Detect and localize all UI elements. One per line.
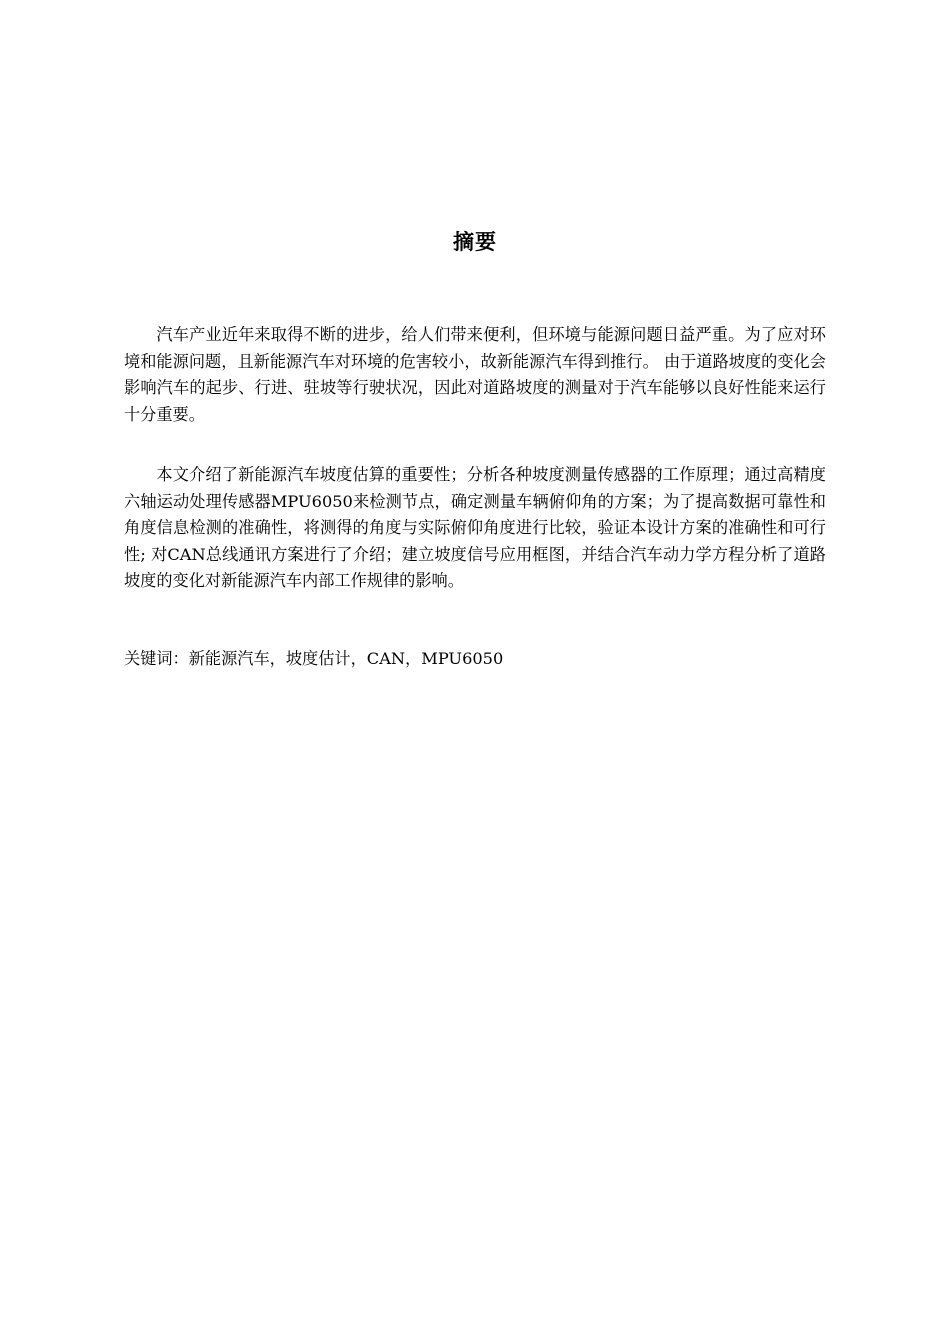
abstract-paragraph-2: 本文介绍了新能源汽车坡度估算的重要性；分析各种坡度测量传感器的工作原理；通过高精度六轴运动处理传感器MPU6050来检测节点，确定测量车辆俯仰角的方案；为了提高数据可靠性和角度信息检测的准确性，将测得的角度与实际俯仰角度进行比较，验证本设计方案的准确性和可行性; 对CAN总线通讯方案进行了介绍；建立坡度信号应用框图，并结合汽车动力学方程分析了道路坡度的变化对新能源汽车内部工作规律的影响。 [124, 465, 826, 590]
keywords-line: 关键词：新能源汽车，坡度估计，CAN，MPU6050 [124, 649, 504, 668]
abstract-paragraph-1: 汽车产业近年来取得不断的进步，给人们带来便利，但环境与能源问题日益严重。为了应对环境和能源问题，且新能源汽车对环境的危害较小，故新能源汽车得到推行。 由于道路坡度的变化会影响汽车的起步、行进、驻坡等行驶状况，因此对道路坡度的测量对于汽车能够以良好性能来运行十分重要。 [124, 325, 826, 424]
abstract-title: 摘要 [453, 230, 497, 254]
